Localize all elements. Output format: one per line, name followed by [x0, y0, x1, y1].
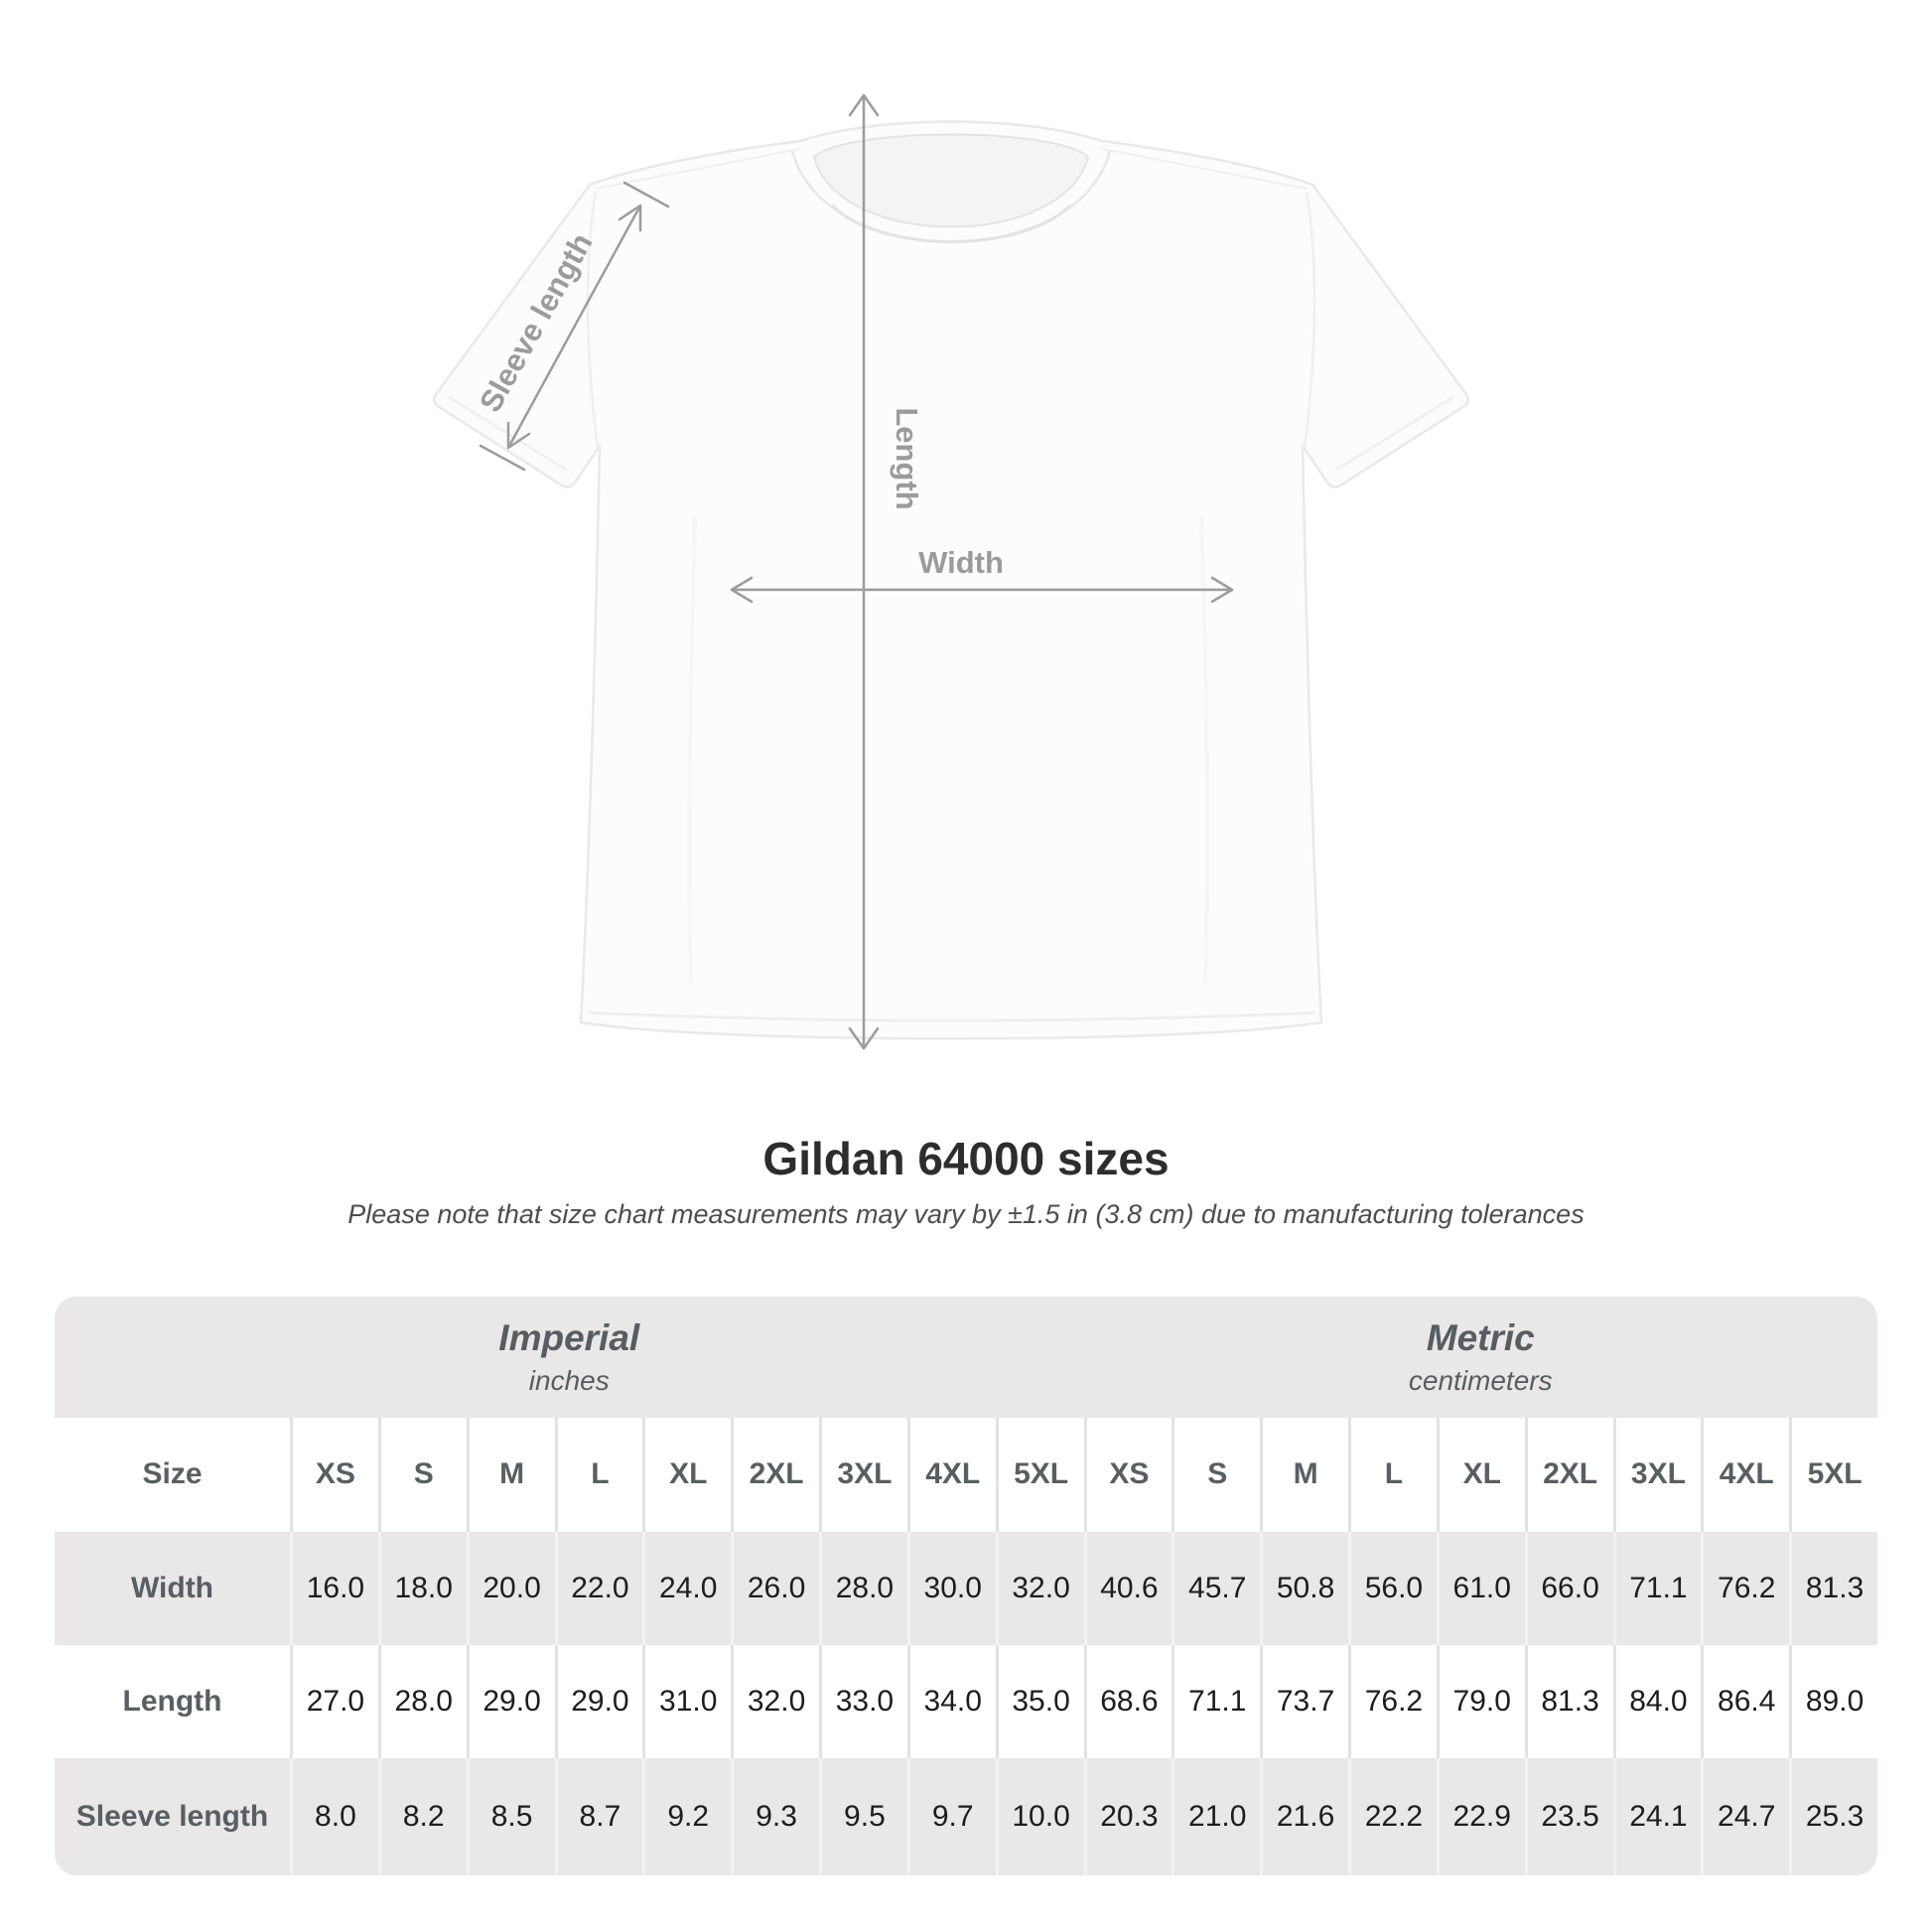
value-cell: 23.5 — [1525, 1758, 1613, 1875]
value-cell: 22.2 — [1348, 1758, 1437, 1875]
value-cell: 89.0 — [1789, 1645, 1877, 1758]
value-cell: 24.1 — [1613, 1758, 1702, 1875]
size-header-cell: 3XL — [1613, 1418, 1702, 1532]
sleeve-length-row — [55, 1758, 1877, 1875]
value-cell: 28.0 — [819, 1532, 907, 1645]
size-header-cell: 2XL — [731, 1418, 819, 1532]
value-cell: 81.3 — [1525, 1645, 1613, 1758]
row-label: Length — [122, 1684, 222, 1718]
size-header-cell: M — [1260, 1418, 1348, 1532]
metric-unit-label: centimeters — [1408, 1364, 1553, 1396]
value-cell: 81.3 — [1789, 1532, 1877, 1645]
size-header-cell: XL — [642, 1418, 731, 1532]
value-cell: 71.1 — [1613, 1532, 1702, 1645]
value-cell: 8.5 — [467, 1758, 555, 1875]
size-header-cell: L — [555, 1418, 643, 1532]
metric-label: Metric — [1426, 1316, 1535, 1358]
value-cell: 27.0 — [290, 1645, 378, 1758]
size-header-cell: XL — [1437, 1418, 1525, 1532]
value-cell: 16.0 — [290, 1532, 378, 1645]
sleeve-length-label: Sleeve length — [473, 227, 600, 418]
value-cell: 28.0 — [378, 1645, 467, 1758]
value-cell: 8.7 — [555, 1758, 643, 1875]
value-cell: 25.3 — [1789, 1758, 1877, 1875]
value-cell: 21.0 — [1172, 1758, 1260, 1875]
row-label: Width — [130, 1571, 214, 1604]
value-cell: 10.0 — [996, 1758, 1084, 1875]
size-header-cell: 3XL — [819, 1418, 907, 1532]
value-cell: 66.0 — [1525, 1532, 1613, 1645]
size-header-cell: L — [1348, 1418, 1437, 1532]
value-cell: 8.2 — [378, 1758, 467, 1875]
value-cell: 76.2 — [1348, 1645, 1437, 1758]
width-label: Width — [918, 545, 1004, 580]
size-column-label: Size — [142, 1457, 203, 1491]
value-cell: 76.2 — [1701, 1532, 1789, 1645]
size-header-cell: 2XL — [1525, 1418, 1613, 1532]
size-header-cell: XS — [1084, 1418, 1173, 1532]
value-cell: 68.6 — [1084, 1645, 1173, 1758]
row-label: Sleeve length — [75, 1799, 269, 1833]
page-title: Gildan 64000 sizes — [762, 1133, 1170, 1184]
value-cell: 22.0 — [555, 1532, 643, 1645]
value-cell: 22.9 — [1437, 1758, 1525, 1875]
value-cell: 50.8 — [1260, 1532, 1348, 1645]
value-cell: 45.7 — [1172, 1532, 1260, 1645]
value-cell: 32.0 — [731, 1645, 819, 1758]
imperial-header — [55, 1297, 1084, 1418]
size-header-cell: S — [1172, 1418, 1260, 1532]
value-cell: 71.1 — [1172, 1645, 1260, 1758]
value-cell: 18.0 — [378, 1532, 467, 1645]
value-cell: 79.0 — [1437, 1645, 1525, 1758]
value-cell: 35.0 — [996, 1645, 1084, 1758]
width-row — [55, 1532, 1877, 1645]
value-cell: 9.5 — [819, 1758, 907, 1875]
size-header-cell: XS — [290, 1418, 378, 1532]
value-cell: 34.0 — [907, 1645, 996, 1758]
value-cell: 31.0 — [642, 1645, 731, 1758]
size-header-row — [55, 1418, 1877, 1532]
size-header-cell: 5XL — [1789, 1418, 1877, 1532]
unit-header-row — [55, 1297, 1877, 1418]
value-cell: 32.0 — [996, 1532, 1084, 1645]
value-cell: 24.0 — [642, 1532, 731, 1645]
length-label: Length — [890, 407, 924, 510]
imperial-unit-label: inches — [528, 1364, 610, 1396]
value-cell: 20.0 — [467, 1532, 555, 1645]
value-cell: 8.0 — [290, 1758, 378, 1875]
value-cell: 30.0 — [907, 1532, 996, 1645]
size-header-cell: S — [378, 1418, 467, 1532]
metric-header — [1084, 1297, 1878, 1418]
size-header-cell: 4XL — [1701, 1418, 1789, 1532]
value-cell: 61.0 — [1437, 1532, 1525, 1645]
value-cell: 84.0 — [1613, 1645, 1702, 1758]
value-cell: 29.0 — [467, 1645, 555, 1758]
tolerance-note: Please note that size chart measurements may vary by ±1.5 in (3.8 cm) due to manufacturing tolerances — [347, 1199, 1585, 1230]
value-cell: 86.4 — [1701, 1645, 1789, 1758]
value-cell: 26.0 — [731, 1532, 819, 1645]
value-cell: 9.2 — [642, 1758, 731, 1875]
value-cell: 73.7 — [1260, 1645, 1348, 1758]
size-header-cell: M — [467, 1418, 555, 1532]
value-cell: 20.3 — [1084, 1758, 1173, 1875]
value-cell: 40.6 — [1084, 1532, 1173, 1645]
value-cell: 24.7 — [1701, 1758, 1789, 1875]
size-chart-table — [55, 1297, 1877, 1875]
imperial-label: Imperial — [498, 1316, 640, 1358]
size-header-cell: 4XL — [907, 1418, 996, 1532]
size-header-cell: 5XL — [996, 1418, 1084, 1532]
value-cell: 29.0 — [555, 1645, 643, 1758]
value-cell: 21.6 — [1260, 1758, 1348, 1875]
length-row — [55, 1645, 1877, 1758]
value-cell: 9.7 — [907, 1758, 996, 1875]
value-cell: 33.0 — [819, 1645, 907, 1758]
value-cell: 56.0 — [1348, 1532, 1437, 1645]
value-cell: 9.3 — [731, 1758, 819, 1875]
